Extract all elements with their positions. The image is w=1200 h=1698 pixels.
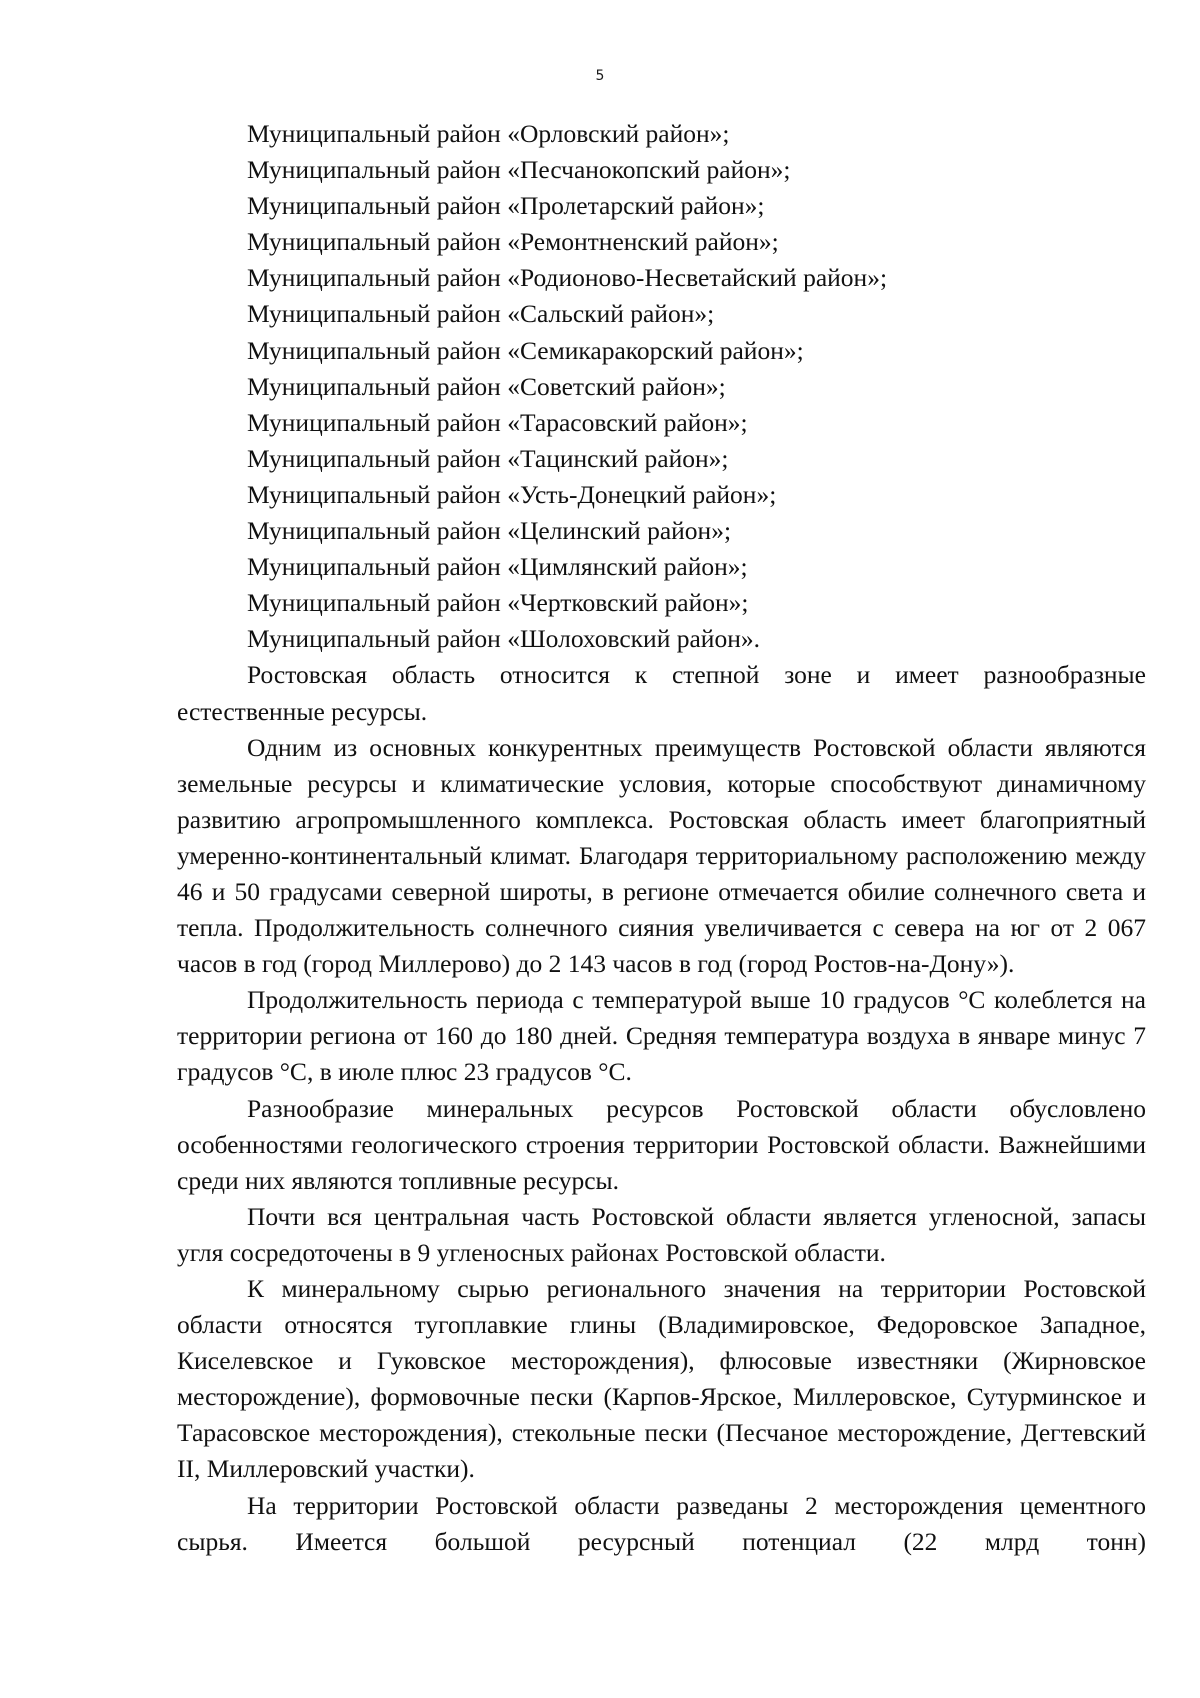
list-item: Муниципальный район «Семикаракорский район»; xyxy=(247,335,804,365)
list-item: Муниципальный район «Родионово-Несветайский район»; xyxy=(247,263,888,293)
list-item: Муниципальный район «Орловский район»; xyxy=(247,119,730,148)
paragraph-cement: На территории Ростовской области разведаны 2 месторождения цементного сырья. Имеется большой ресурсный потенциал (22 млрд тонн) xyxy=(177,1490,1146,1556)
list-item: Муниципальный район «Советский район»; xyxy=(247,371,726,401)
list-item: Муниципальный район «Целинский район»; xyxy=(247,516,732,546)
list-item: Муниципальный район «Усть-Донецкий район»; xyxy=(247,479,777,509)
document-body xyxy=(177,116,1146,1560)
paragraph-raw-materials: К минеральному сырью регионального значения на территории Ростовской области относятся тугоплавкие глины (Владимировское, Федоровское Западное, Киселевское и Гуковское месторождения), флюсовые известняки (Жирновское месторождение), формовочные пески (Карпов-Ярское, Миллеровское, Сутурминское и Тарасовское месторождения), стекольные пески (Песчаное месторождение, Дегтевский II, Миллеровский участки). xyxy=(177,1274,1146,1484)
list-item: Муниципальный район «Тацинский район»; xyxy=(247,443,729,473)
paragraph-climate: Одним из основных конкурентных преимуществ Ростовской области являются земельные ресурсы и климатические условия, которые способствуют динамичному развитию агропромышленного комплекса. Ростовская область имеет благоприятный умеренно-континентальный климат. Благодаря территориальному расположению между 46 и 50 градусами северной широты, в регионе отмечается обилие солнечного света и тепла. Продолжительность солнечного сияния увеличивается с севера на юг от 2 067 часов в год (город Миллерово) до 2 143 часов в год (город Ростов-на-Дону»). xyxy=(177,732,1146,979)
list-item: Муниципальный район «Ремонтненский район»; xyxy=(247,227,779,257)
district-list xyxy=(177,116,1146,657)
list-item: Муниципальный район «Тарасовский район»; xyxy=(247,407,748,437)
list-item: Муниципальный район «Цимлянский район»; xyxy=(247,552,748,582)
paragraph-mineral-resources: Разнообразие минеральных ресурсов Ростовской области обусловлено особенностями геологического строения территории Ростовской области. Важнейшими среди них являются топливные ресурсы. xyxy=(177,1093,1146,1195)
list-item: Муниципальный район «Чертковский район»; xyxy=(247,588,749,618)
page-number: 5 xyxy=(595,68,605,84)
paragraph-steppe-zone: Ростовская область относится к степной зоне и имеет разнообразные естественные ресурсы. xyxy=(177,660,1146,726)
paragraph-coal: Почти вся центральная часть Ростовской области является угленосной, запасы угля сосредоточены в 9 угленосных районах Ростовской области. xyxy=(177,1201,1146,1267)
list-item: Муниципальный район «Пролетарский район»; xyxy=(247,191,765,221)
list-item: Муниципальный район «Шолоховский район». xyxy=(247,624,760,654)
paragraph-temperature: Продолжительность периода с температурой выше 10 градусов °С колеблется на территории региона от 160 до 180 дней. Средняя температура воздуха в январе минус 7 градусов °С, в июле плюс 23 градусов °С. xyxy=(177,985,1146,1087)
list-item: Муниципальный район «Песчанокопский район»; xyxy=(247,155,791,185)
list-item: Муниципальный район «Сальский район»; xyxy=(247,299,715,329)
